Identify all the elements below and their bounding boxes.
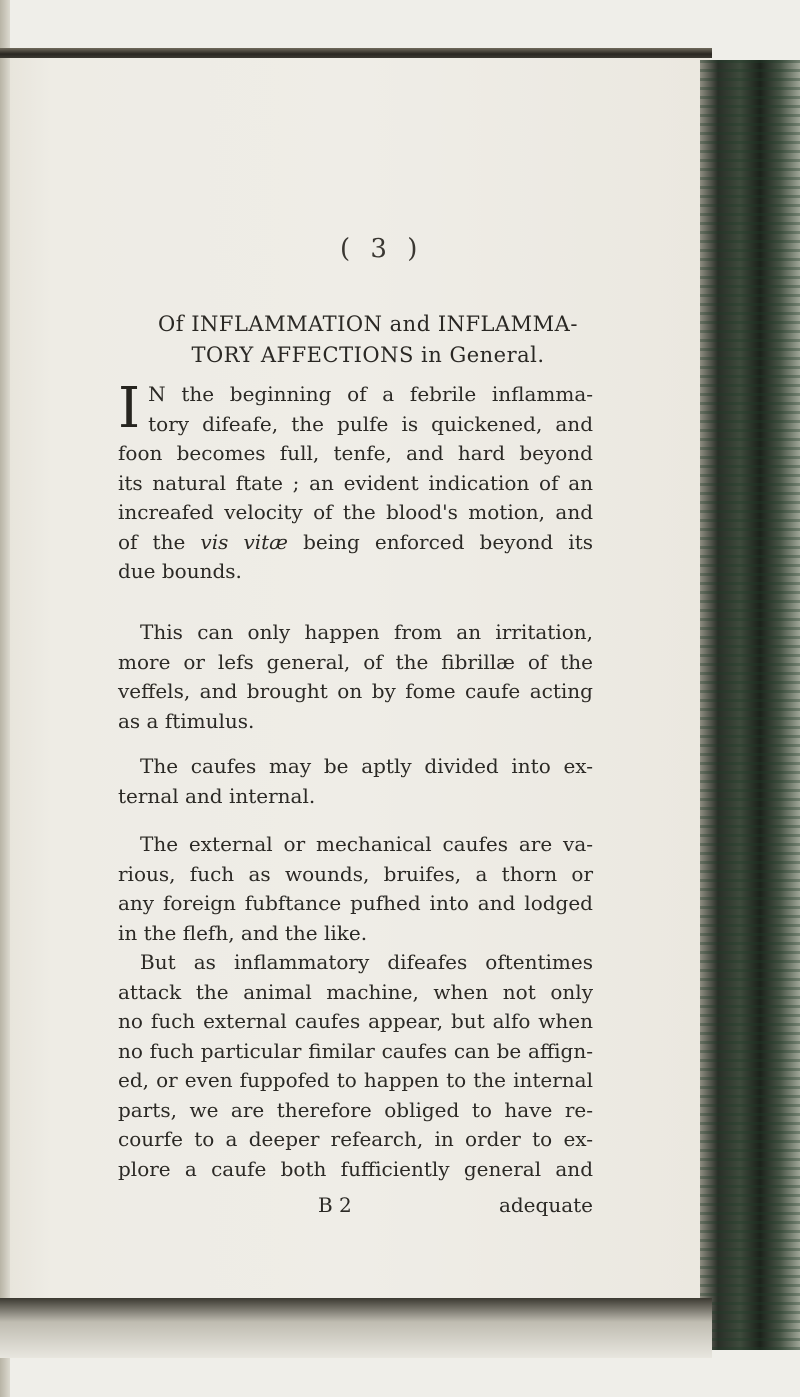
paragraph-4: [118, 830, 593, 948]
paragraph-line: tory difeafe, the pulfe is quickened, and: [148, 411, 593, 436]
line-text: of the: [118, 529, 201, 554]
paragraph-3: [118, 752, 593, 811]
paragraph-line: any foreign fubftance pufhed into and lodged: [118, 891, 593, 915]
paragraph-line: no fuch external caufes appear, but alfo when: [118, 1009, 593, 1033]
page-number: ( 3 ): [340, 234, 424, 264]
line-text: being enforced beyond its: [287, 529, 593, 554]
paragraph-line: The external or mechanical caufes are va-: [140, 832, 593, 856]
scan-left-edge: [0, 0, 10, 1397]
paragraph-5: [118, 948, 593, 1184]
paragraph-line: more or lefs general, of the fibrillæ of the: [118, 649, 593, 674]
paragraph-line: This can only happen from an irritation,: [140, 620, 593, 644]
paragraph-line: ed, or even fuppofed to happen to the internal: [118, 1068, 593, 1092]
paragraph-line: [118, 528, 593, 558]
paragraph-line: as a ftimulus.: [118, 708, 255, 733]
paragraph-line: increafed velocity of the blood's motion, and: [118, 500, 593, 524]
paragraph-line: parts, we are therefore obliged to have re-: [118, 1097, 593, 1122]
paragraph-line: its natural ftate ; an evident indication of an: [118, 470, 593, 495]
paragraph-line: veffels, and brought on by fome caufe acting: [118, 679, 593, 703]
book-spine: [700, 60, 800, 1350]
paragraph-line: But as inflammatory difeafes oftentimes: [140, 950, 593, 974]
paragraph-line: no fuch particular fimilar caufes can be affign-: [118, 1038, 593, 1063]
paragraph-line: plore a caufe both fufficiently general and: [118, 1156, 593, 1181]
chapter-heading: [118, 309, 618, 371]
signature-mark: B 2: [318, 1193, 352, 1217]
paragraph-line: in the flefh, and the like.: [118, 920, 368, 945]
paragraph-line: courfe to a deeper refearch, in order to ex-: [118, 1127, 593, 1151]
heading-line-1: Of INFLAMMATION and INFLAMMA-: [158, 312, 578, 336]
paragraph-line: The caufes may be aptly divided into ex-: [140, 754, 593, 778]
binding-top-edge: [0, 48, 712, 58]
italic-phrase: vis vitæ: [200, 529, 288, 554]
paragraph-line: ternal and internal.: [118, 783, 316, 808]
paragraph-line: due bounds.: [118, 559, 242, 583]
paragraph-line: attack the animal machine, when not only: [118, 979, 593, 1004]
paragraph-line: foon becomes full, tenfe, and hard beyond: [118, 441, 593, 465]
binding-bottom-edge: [0, 1298, 712, 1358]
drop-cap: I: [118, 376, 141, 441]
paragraph-line: N the beginning of a febrile inflamma-: [148, 382, 593, 406]
paragraph-2: [118, 618, 593, 736]
heading-line-2: TORY AFFECTIONS in General.: [191, 343, 545, 367]
paragraph-1: [118, 376, 593, 587]
paragraph-line: rious, fuch as wounds, bruifes, a thorn or: [118, 861, 593, 886]
catchword: adequate: [498, 1193, 593, 1217]
